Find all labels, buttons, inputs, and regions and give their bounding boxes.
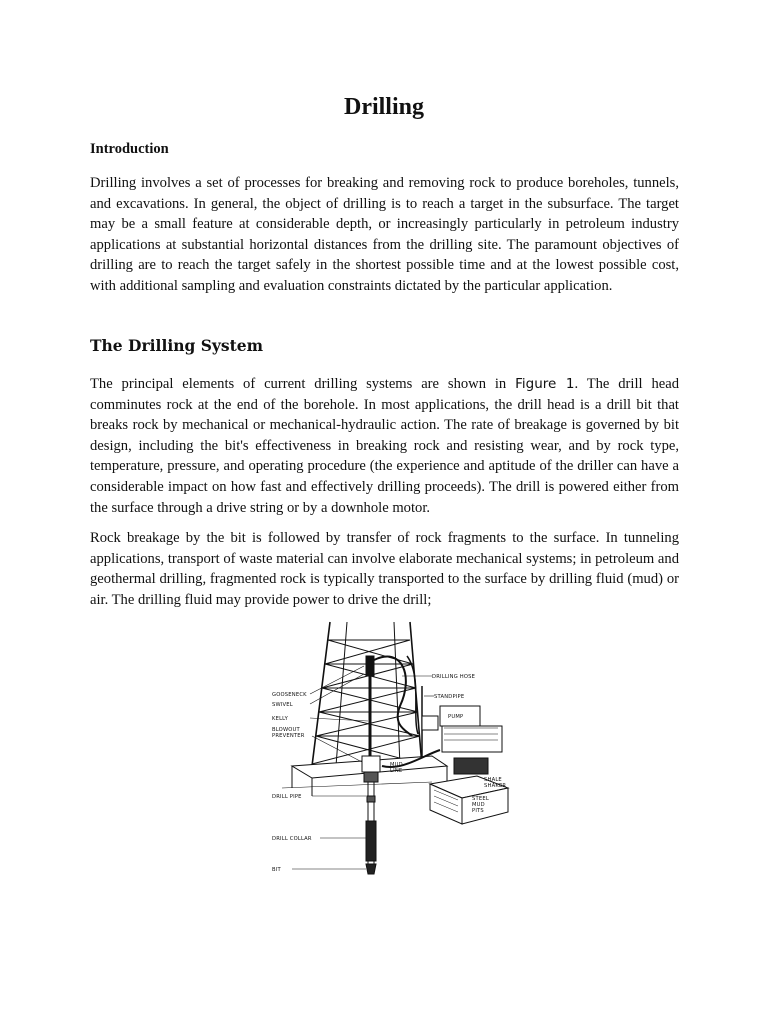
page-title: Drilling (343, 94, 424, 120)
label-standpipe: STANDPIPE (434, 694, 465, 700)
label-drill-collar: DRILL COLLAR (272, 836, 312, 842)
drilling-rig-illustration (272, 616, 524, 880)
label-line: LINE (390, 768, 403, 774)
label-mud: MUD (390, 762, 403, 768)
label-bit: BIT (272, 867, 281, 873)
introduction-paragraph: Drilling involves a set of processes for breaking and removing rock to produce boreholes, tunnels, and excavations. In general, the object of drilling is to reach a target in the subsurface. The target may be a small feature at considerable depth, or increasingly particularly in petroleum industry applications at substantial horizontal distances from the drilling site. The paramount objectives of drilling are to reach the target safely in the shortest possible time and at the lowest possible cost, with additional sampling and evaluation constraints dictated by the particular application. (90, 175, 679, 294)
label-drill-pipe: DRILL PIPE (272, 794, 302, 800)
label-kelly: KELLY (272, 716, 288, 722)
figure-reference-link[interactable]: Figure 1 (515, 376, 575, 392)
label-drilling-hose: DRILLING HOSE (432, 674, 476, 680)
label-blowout: BLOWOUT (272, 727, 300, 733)
label-preventer: PREVENTER (272, 733, 305, 739)
label-swivel: SWIVEL (272, 702, 293, 708)
drilling-rig-figure (272, 616, 524, 880)
label-pits: PITS (472, 808, 484, 814)
paragraph-text-before: The principal elements of current drilling systems are shown in (90, 376, 516, 392)
introduction-heading: Introduction (90, 141, 169, 157)
label-steel: STEEL (472, 796, 489, 802)
label-shale: SHALE (484, 777, 502, 783)
paragraph-text-after: . The drill head comminutes rock at the end of the borehole. In most applications, the drill head is a drill bit that breaks rock by mechanical or mechanical-hydraulic action. The rate of breakage is governed by bit design, including the bit's effectiveness in breaking rock and resisting wear, and by rock type, temperature, pressure, and operating procedure (the experience and aptitude of the driller can have a considerable impact on how fast and effectively drilling proceeds). The drill is powered either from the surface through a drive string or by a downhole motor. (90, 376, 679, 516)
label-mud-pits-mud: MUD (472, 802, 485, 808)
rock-breakage-paragraph: Rock breakage by the bit is followed by transfer of rock fragments to the surface. In tunneling applications, transport of waste material can involve elaborate mechanical systems; in petroleum and geothermal drilling, fragmented rock is typically transported to the surface by drilling fluid (mud) or air. The drilling fluid may provide power to drive the drill; (90, 530, 679, 608)
label-gooseneck: GOOSENECK (272, 692, 307, 698)
label-shaker: SHAKER (484, 783, 507, 789)
drilling-system-paragraph (90, 374, 679, 518)
drilling-system-heading: The Drilling System (90, 336, 264, 355)
label-pump: PUMP (448, 714, 464, 720)
